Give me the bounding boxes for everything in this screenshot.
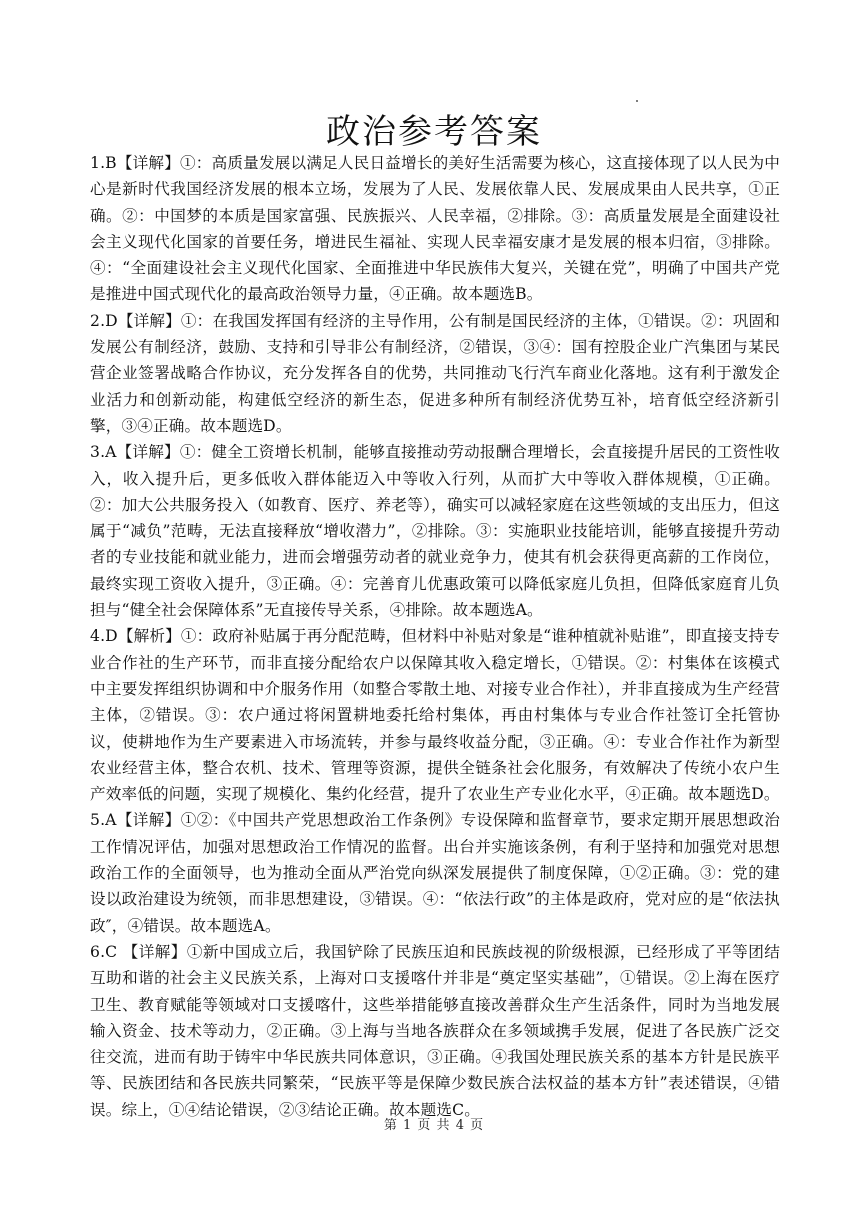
answer-6: 6.C 【详解】①新中国成立后，我国铲除了民族压迫和民族歧视的阶级根源，已经形成了平等团结互助和谐的社会主义民族关系，上海对口支援喀什并非是“奠定坚实基础”，①错误。②上海在医疗卫生、教育赋能等领域对口支援喀什，这些举措能够直接改善群众生产生活条件，同时为当地发展输入资金、技术等动力，②正确。③上海与当地各族群众在多领域携手发展，促进了各民族广泛交往交流，进而有助于铸牢中华民族共同体意识，③正确。④我国处理民族关系的基本方针是民族平等、民族团结和各民族共同繁荣，“民族平等是保障少数民族合法权益的基本方针”表述错误，④错误。综上，①④结论错误，②③结论正确。故本题选C。 <box>90 942 780 1119</box>
answer-3: 3.A【详解】①：健全工资增长机制，能够直接推动劳动报酬合理增长，会直接提升居民的工资性收入，收入提升后，更多低收入群体能迈入中等收入行列，从而扩大中等收入群体规模，①正确。②：加大公共服务投入（如教育、医疗、养老等），确实可以减轻家庭在这些领域的支出压力，但这属于“减负”范畴，无法直接释放“增收潜力”，②排除。③：实施职业技能培训，能够直接提升劳动者的专业技能和就业能力，进而会增强劳动者的就业竞争力，使其有机会获得更高薪的工作岗位，最终实现工资收入提升，③正确。④：完善育儿优惠政策可以降低家庭儿负担，但降低家庭育儿负担与“健全社会保障体系”无直接传导关系，④排除。故本题选A。 <box>90 443 780 620</box>
answer-4: 4.D【解析】①：政府补贴属于再分配范畴，但材料中补贴对象是“谁种植就补贴谁”，即直接支持专业合作社的生产环节，而非直接分配给农户以保障其收入稳定增长，①错误。②：村集体在该模式中主要发挥组织协调和中介服务作用（如整合零散土地、对接专业合作社），并非直接成为生产经营主体，②错误。③：农户通过将闲置耕地委托给村集体，再由村集体与专业合作社签订全托管协议，使耕地作为生产要素进入市场流转，并参与最终收益分配，③正确。④：专业合作社作为新型农业经营主体，整合农机、技术、管理等资源，提供全链条社会化服务，有效解决了传统小农户生产效率低的问题，实现了规模化、集约化经营，提升了农业生产专业化水平，④正确。故本题选D。 <box>90 627 780 804</box>
answer-2: 2.D【详解】①：在我国发挥国有经济的主导作用，公有制是国民经济的主体，①错误。②：巩固和发展公有制经济，鼓励、支持和引导非公有制经济，②错误，③④：国有控股企业广汽集团与某民营企业签署战略合作协议，充分发挥各自的优势，共同推动飞行汽车商业化落地。这有利于激发企业活力和创新动能，构建低空经济的新生态，促进多种所有制经济优势互补，培育低空经济新引擎，③④正确。故本题选D。 <box>90 311 780 435</box>
answer-1: 1.B【详解】①：高质量发展以满足人民日益增长的美好生活需要为核心，这直接体现了以人民为中心是新时代我国经济发展的根本立场，发展为了人民、发展依靠人民、发展成果由人民共享，①正确。②：中国梦的本质是国家富强、民族振兴、人民幸福，②排除。③：高质量发展是全面建设社会主义现代化国家的首要任务，增进民生福祉、实现人民幸福安康才是发展的根本归宿，③排除。④：“全面建设社会主义现代化国家、全面推进中华民族伟大复兴，关键在党”，明确了中国共产党是推进中国式现代化的最高政治领导力量，④正确。故本题选B。 <box>90 154 780 304</box>
page-footer: 第 1 页 共 4 页 <box>383 1118 485 1133</box>
answer-5: 5.A【详解】①②：《中国共产党思想政治工作条例》专设保障和监督章节，要求定期开展思想政治工作情况评估，加强对思想政治工作情况的监督。出台并实施该条例，有利于坚持和加强党对思想政治工作的全面领导，也为推动全面从严治党向纵深发展提供了制度保障，①②正确。③：党的建设以政治建设为统领，而非思想建设，③错误。④：“依法行政”的主体是政府，党对应的是“依法执政″，④错误。故本题选A。 <box>90 811 780 935</box>
page-title: 政治参考答案 <box>326 112 542 152</box>
answer-list <box>90 150 780 1123</box>
scan-speck <box>636 100 638 102</box>
